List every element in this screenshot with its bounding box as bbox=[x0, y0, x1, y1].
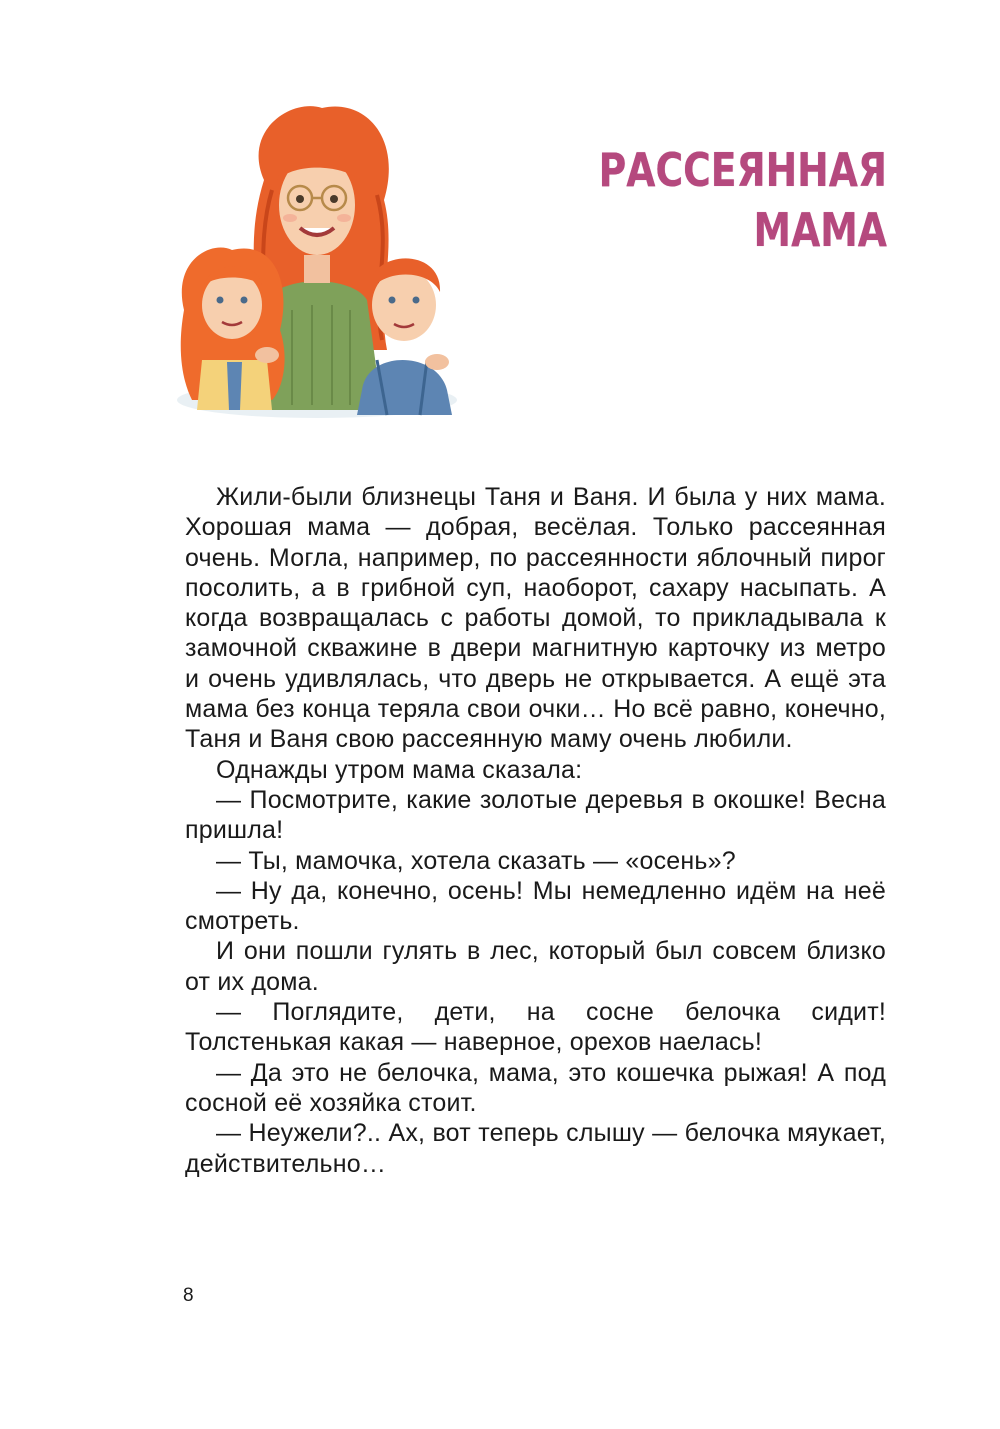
paragraph: — Да это не белочка, мама, это кошечка рыжая! А под сосной её хозяйка стоит. bbox=[185, 1058, 886, 1117]
mother-and-twins-illustration-icon bbox=[172, 100, 462, 425]
paragraph: Жили-были близнецы Таня и Ваня. И была у них мама. Хорошая мама — добрая, весёлая. Только рассеянная очень. Могла, например, по рассеянности яблочный пирог посолить, а в грибной суп, наоборот, сахару насыпать. А когда возвращалась с работы домой, то прикладывала к замочной скважине в двери магнитную карточку из метро и очень удивлялась, что дверь не открывается. А ещё эта мама без конца теряла свои очки… Но всё равно, конечно, Таня и Ваня свою рассеянную маму очень любили. bbox=[185, 483, 886, 754]
page-number: 8 bbox=[183, 1285, 194, 1306]
story-text bbox=[185, 482, 886, 1179]
paragraph: — Ты, мамочка, хотела сказать — «осень»? bbox=[216, 846, 736, 875]
paragraph: И они пошли гулять в лес, который был совсем близко от их дома. bbox=[185, 937, 886, 996]
paragraph: — Поглядите, дети, на сосне белочка сидит! Толстенькая какая — наверное, орехов наелась! bbox=[185, 998, 886, 1057]
story-title bbox=[592, 140, 887, 260]
paragraph: Однажды утром мама сказала: bbox=[216, 755, 583, 784]
paragraph: — Неужели?.. Ах, вот теперь слышу — белочка мяукает, действительно… bbox=[185, 1119, 886, 1178]
paragraph: — Ну да, конечно, осень! Мы немедленно идём на неё смотреть. bbox=[185, 876, 886, 936]
title-line-2: МАМА bbox=[753, 203, 887, 257]
paragraph: — Посмотрите, какие золотые деревья в окошке! Весна пришла! bbox=[185, 785, 886, 845]
title-line-1: РАССЕЯННАЯ bbox=[598, 143, 887, 197]
